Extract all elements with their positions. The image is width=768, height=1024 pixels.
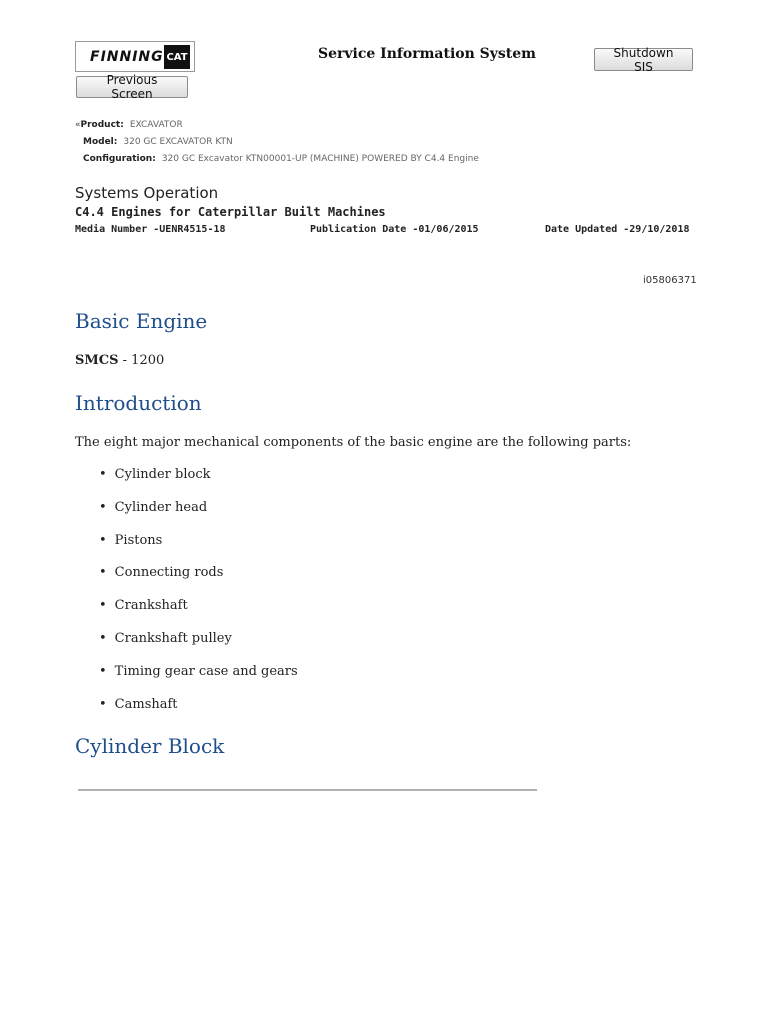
date-updated: Date Updated -29/10/2018 bbox=[545, 224, 690, 235]
model-value: 320 GC EXCAVATOR KTN bbox=[123, 137, 233, 147]
intro-paragraph: The eight major mechanical components of the basic engine are the following parts: bbox=[75, 435, 632, 450]
list-item: • Connecting rods bbox=[99, 564, 298, 597]
model-label: Model: bbox=[83, 137, 118, 147]
document-id: i05806371 bbox=[643, 275, 697, 286]
list-item: • Crankshaft bbox=[99, 597, 298, 630]
smcs-label: SMCS bbox=[75, 353, 119, 368]
configuration-line bbox=[83, 154, 479, 164]
collapse-arrows-icon[interactable]: « bbox=[75, 120, 81, 130]
heading-introduction: Introduction bbox=[75, 391, 202, 415]
cat-logo-icon: CAT bbox=[164, 45, 190, 69]
sis-title: Service Information System bbox=[318, 46, 536, 62]
list-item: • Timing gear case and gears bbox=[99, 663, 298, 696]
finning-logo-text: FINNING bbox=[90, 48, 164, 65]
list-item: • Crankshaft pulley bbox=[99, 630, 298, 663]
document-type: Systems Operation bbox=[75, 184, 219, 202]
components-list bbox=[99, 466, 298, 728]
product-value: EXCAVATOR bbox=[129, 120, 183, 130]
list-item: • Camshaft bbox=[99, 696, 298, 729]
list-item: • Cylinder block bbox=[99, 466, 298, 499]
heading-basic-engine: Basic Engine bbox=[75, 309, 208, 333]
document-subtitle: C4.4 Engines for Caterpillar Built Machines bbox=[75, 205, 386, 219]
section-divider bbox=[78, 789, 537, 791]
shutdown-sis-button[interactable]: Shutdown SIS bbox=[594, 48, 693, 71]
list-item: • Cylinder head bbox=[99, 499, 298, 532]
previous-screen-button[interactable]: Previous Screen bbox=[76, 76, 188, 98]
smcs-value: - 1200 bbox=[118, 353, 165, 368]
product-label: Product: bbox=[80, 120, 124, 130]
configuration-label: Configuration: bbox=[83, 154, 156, 164]
publication-date: Publication Date -01/06/2015 bbox=[310, 224, 479, 235]
heading-cylinder-block: Cylinder Block bbox=[75, 734, 225, 758]
smcs-code bbox=[75, 353, 164, 368]
product-line bbox=[75, 120, 183, 130]
media-number: Media Number -UENR4515-18 bbox=[75, 224, 226, 235]
model-line bbox=[83, 137, 233, 147]
list-item: • Pistons bbox=[99, 532, 298, 565]
configuration-value: 320 GC Excavator KTN00001-UP (MACHINE) POWERED BY C4.4 Engine bbox=[161, 154, 479, 164]
finning-cat-logo bbox=[75, 41, 195, 72]
